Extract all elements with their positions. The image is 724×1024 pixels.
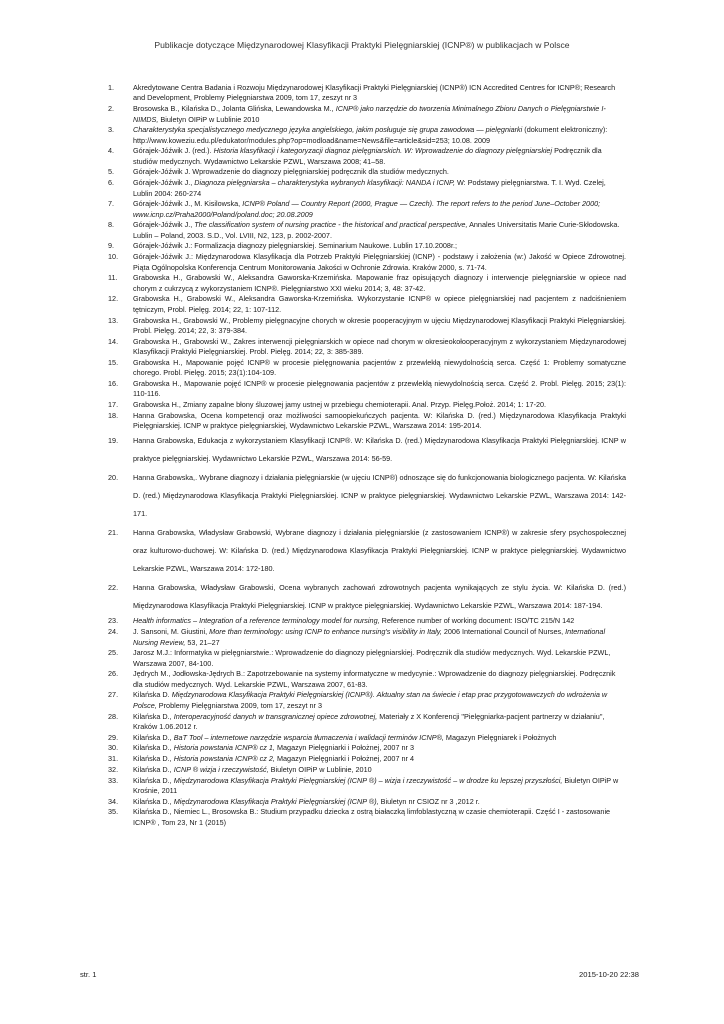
reference-title-italic: ICNP® Poland — Country Report (2000, Prague — Czech). The report refers to the period June–October 2000; www.icnp.cz/Praha2000/Poland/poland.doc; 20.08.2009 [133, 199, 601, 219]
reference-text [133, 220, 626, 241]
reference-item [108, 627, 626, 648]
reference-text [133, 733, 626, 743]
reference-text [133, 754, 626, 764]
reference-item [108, 776, 626, 797]
reference-title-italic: The classification system of nursing practice - the historical and practical perspective, [194, 220, 468, 230]
reference-text [133, 337, 626, 358]
reference-number: 12. [108, 294, 119, 304]
reference-title-italic: More than terminology: using ICNP to enhance nursing's visibility in Italy, [209, 627, 442, 637]
reference-list [108, 83, 626, 828]
reference-item [108, 690, 626, 711]
reference-text [133, 616, 626, 626]
reference-number: 28. [108, 711, 119, 721]
reference-item [108, 797, 626, 807]
reference-title-italic: ICNP® jako narzędzie do tworzenia Minimalnego Zbioru Danych o Pielęgniarstwie I-NIMDS, [133, 104, 606, 124]
reference-text-segment: Grabowska H., Mapowanie pojęć ICNP® w procesie pielęgnowania pacjentów z przewlekłą niewydolnością serca. Część 1: Problemy somatyczne chorego. Probl. Pielęg. 2015; 23(1):104-109. [133, 357, 626, 378]
reference-text-segment: Kilańska D., [133, 711, 174, 721]
reference-text-segment: Górajek-Jóźwik J., M. Kisilowska, [133, 199, 243, 209]
reference-text [133, 178, 626, 199]
reference-item [108, 733, 626, 743]
reference-number: 3. [108, 125, 115, 135]
reference-text [133, 294, 626, 315]
reference-text [133, 83, 626, 104]
reference-number: 34. [108, 796, 119, 806]
reference-number: 6. [108, 178, 115, 188]
reference-item [108, 146, 626, 167]
reference-text-segment: Akredytowane Centra Badania i Rozwoju Międzynarodowej Klasyfikacji Praktyki Pielęgniarskiej (ICNP®) ICN Accredited Centres for ICNP®; Research and Development, Problemy Pielęgniarstwa 2009, tom 17, zeszyt nr 3 [133, 83, 616, 103]
reference-text [133, 797, 626, 807]
reference-number: 33. [108, 775, 119, 785]
reference-number: 5. [108, 167, 115, 177]
reference-title-italic: Międzynarodowa Klasyfikacja Praktyki Pielęgniarskiej (ICNP®). Aktualny stan na świecie i etap prac przygotowawczych do wdrożenia w Polsce, [133, 690, 608, 710]
reference-number: 2. [108, 104, 115, 114]
reference-text-segment: Grabowska H., Grabowski W., Zakres interwencji pielęgniarskich w opiece nad chorym w okresieokołooperacyjnym z wykorzystaniem Międzynarodowej Klasyfikacji Praktyki Pielęgniarskiej. Probl. Pielęg. 2014; 22, 3: 385-389. [133, 336, 626, 357]
reference-number: 9. [108, 241, 115, 251]
reference-title-italic: Historia klasyfikacji i kategoryzacji diagnoz pielęgniarskich. W: Wprowadzenie do diagnozy pielęgniarskiej [213, 146, 553, 156]
reference-title-italic: Historia powstania ICNP® cz 1, [173, 743, 275, 753]
reference-item [108, 765, 626, 775]
reference-text-segment: Annales Universitatis Marie Curie-Skłodowska. Lublin – Poland, 2003. S.D., Vol. LVIII, N2, 123, p. 2002-2007. [133, 220, 620, 240]
reference-text-segment: Reference number of working document: ISO/TC 215/N 142 [379, 616, 575, 626]
reference-text [133, 807, 626, 828]
reference-item [108, 669, 626, 690]
reference-item [108, 220, 626, 241]
reference-number: 30. [108, 743, 119, 753]
reference-number: 13. [108, 315, 119, 325]
reference-text-segment: Hanna Grabowska, Ocena kompetencji oraz możliwości samoopiekuńczych pacjenta. W: Kilańska D. (red.) Międzynarodowa Klasyfikacja Praktyki Pielęgniarskiej. ICNP w praktyce pielęgniarskiej, Wydawnictwo Lekarskie PZWL, Warszawa 2014: 195-2014. [133, 410, 626, 431]
reference-item [108, 316, 626, 337]
reference-text-segment: Hanna Grabowska, Edukacja z wykorzystaniem Klasyfikacji ICNP®. W: Kilańska D. (red.) Międzynarodowa Klasyfikacja Praktyki Pielęgniarskiej. ICNP w praktyce pielęgniarskiej. Wydawnictwo Lekarskie PZWL, Warszawa 2014: 56-59. [133, 436, 626, 464]
reference-item [108, 754, 626, 764]
reference-text [133, 199, 626, 220]
reference-text-segment: Kilańska D., [133, 732, 174, 742]
reference-item [108, 358, 626, 379]
reference-text-segment: Grabowska H., Grabowski W., Aleksandra Gaworska-Krzemińska. Wykorzystanie ICNP® w opiece pielęgniarskiej nad pacjentem z nadciśnieniem tętniczym, Probl. Pielęg. 2014; 22, 1: 107-112. [133, 294, 626, 314]
reference-text-segment: Brosowska B., Kilańska D., Jolanta Glińska, Lewandowska M., [133, 104, 336, 114]
reference-text-segment: Biuletyn OIPiP w Lublinie 2010 [158, 114, 260, 124]
reference-text [133, 627, 626, 648]
reference-text-segment: Jędrych M., Jodłowska-Jędrych B.: Zapotrzebowanie na systemy informatyczne w medycynie.: Wprowadzenie do diagnozy pielęgniarskiej. Podręcznik dla studiów medycznych. Wyd. Lekarskie PZWL, Warszawa 2007, 61-83. [133, 669, 616, 689]
reference-text [133, 432, 626, 468]
reference-item [108, 178, 626, 199]
reference-item [108, 83, 626, 104]
reference-text-segment: Jarosz M.J.: Informatyka w pielęgniarstwie.: Wprowadzenie do diagnozy pielęgniarskiej. Podręcznik dla studiów medycznych. Wyd. Lekarskie PZWL, Warszawa 2007, 84-100. [133, 648, 611, 668]
reference-text [133, 690, 626, 711]
reference-text [133, 765, 626, 775]
reference-item [108, 167, 626, 177]
reference-text [133, 316, 626, 337]
reference-item [108, 294, 626, 315]
reference-text [133, 379, 626, 400]
reference-number: 7. [108, 199, 115, 209]
reference-text [133, 146, 626, 167]
reference-text-segment: Magazyn Pielęgniarki i Położnej, 2007 nr 3 [274, 743, 414, 753]
reference-number: 8. [108, 220, 115, 230]
page-header: Publikacje dotyczące Międzynarodowej Klasyfikacji Praktyki Pielęgniarskiej (ICNP®) w publikacjach w Polsce [154, 40, 570, 50]
reference-number: 14. [108, 336, 119, 346]
reference-text-segment: Materiały z X Konferencji "Pielęgniarka-pacjent partnerzy w działaniu", Kraków 1.06.2012 r. [133, 711, 605, 731]
reference-text-segment: Kilańska D., [133, 764, 174, 774]
reference-text-segment: Górajek-Jóźwik J. (red.). [133, 146, 214, 156]
print-timestamp: 2015-10-20 22:38 [579, 970, 639, 979]
reference-title-italic: Charakterystyka specjalistycznego medycznego języka angielskiego, jakim posługuje się grupa zawodowa — pielęgniarki [133, 125, 523, 135]
reference-text-segment: Kilańska D., Niemiec L., Brosowska B.: Studium przypadku dziecka z ostrą białaczką limfoblastyczną w czasie chemioterapii. Część I - zastosowanie ICNP® , Tom 23, Nr 1 (2015) [133, 807, 611, 827]
reference-item [108, 252, 626, 273]
reference-text-segment: Kilańska D., [133, 743, 174, 753]
reference-text-segment: Hanna Grabowska, Władysław Grabowski, Wybrane diagnozy i działania pielęgniarskie (z zastosowaniem ICNP®) w zakresie sfery psychospołecznej oraz kulturowo-duchowej. W: Kilańska D. (red.) Międzynarodowa Klasyfikacja Praktyki Pielęgniarskiej. ICNP w praktyce pielęgniarskiej. Wydawnictwo Lekarskie PZWL, Warszawa 2014: 172-180. [133, 528, 626, 574]
reference-item [108, 524, 626, 578]
reference-text-segment: Biuletyn OIPiP w Lublinie, 2010 [268, 764, 372, 774]
reference-text-segment: Górajek-Jóźwik J., [133, 178, 195, 188]
reference-number: 27. [108, 690, 119, 700]
reference-item [108, 579, 626, 615]
reference-text-segment: W: Podstawy pielęgniarstwa. T. I. Wyd. Czelej, Lublin 2004: 260-274 [133, 178, 606, 198]
reference-text-segment: Kilańska D. [133, 690, 172, 700]
reference-text [133, 400, 626, 410]
reference-text-segment: Magazyn Pielęgniarki i Położnej, 2007 nr 4 [274, 754, 414, 764]
reference-title-italic: Międzynarodowa Klasyfikacja Praktyki Pielęgniarskiej (ICNP ®) – wizja i rzeczywistość – w drodze ku lepszej przyszłości, [173, 775, 563, 785]
reference-text-segment: Magazyn Pielęgniarek i Położnych [443, 732, 557, 742]
reference-title-italic: BaT Tool – internetowe narzędzie wsparcia tłumaczenia i walidacji terminów ICNP®, [173, 732, 444, 742]
reference-text [133, 669, 626, 690]
reference-item [108, 400, 626, 410]
reference-number: 31. [108, 754, 119, 764]
reference-title-italic: ICNP ® wizja i rzeczywistość, [173, 764, 269, 774]
reference-item [108, 337, 626, 358]
reference-text-segment: Hanna Grabowska,. Wybrane diagnozy i działania pielęgniarskie (w ujęciu ICNP®) odnoszące się do funkcjonowania biologicznego pacjenta. W: Kilańska D. (red.) Międzynarodowa Klasyfikacja Praktyki Pielęgniarskiej. ICNP w praktyce pielęgniarskiej. Wydawnictwo Lekarskie PZWL, Warszawa 2014: 142-171. [133, 473, 626, 519]
reference-item [108, 712, 626, 733]
reference-text-segment: 2006 International Council of Nurses, [441, 627, 566, 637]
reference-number: 21. [108, 528, 119, 538]
reference-text-segment: Hanna Grabowska, Władysław Grabowski, Ocena wybranych zachowań zdrowotnych pacjenta wynikających ze stylu życia. W: Kilańska D. (red.) Międzynarodowa Klasyfikacja Praktyki Pielęgniarskiej. ICNP w praktyce pielęgniarskiej. Wydawnictwo Lekarskie PZWL, Warszawa 2014: 187-194. [133, 583, 626, 611]
reference-item [108, 241, 626, 251]
reference-text [133, 252, 626, 273]
reference-item [108, 807, 626, 828]
reference-text-segment: 53, 21–27 [185, 637, 220, 647]
reference-text-segment: Grabowska H., Grabowski W., Aleksandra Gaworska-Krzemińska. Mapowanie fraz opisujących diagnozy i interwencje pielęgniarskie w opiece nad chorym z cukrzycą z wykorzystaniem ICNP®. Pielęgniarstwo XXI wieku 2014; 3, 48: 37-42. [133, 273, 626, 293]
reference-item [108, 199, 626, 220]
reference-number: 22. [108, 583, 119, 593]
reference-text [133, 469, 626, 523]
reference-text [133, 273, 626, 294]
reference-text-segment: Grabowska H., Mapowanie pojęć ICNP® w procesie pielęgnowania pacjentów z przewlekłą niewydolnością serca. Część 2. Probl. Pielęg. 2015; 23(1): 110-116. [133, 378, 626, 399]
reference-text-segment: Górajek-Jóźwik J. Wprowadzenie do diagnozy pielęgniarskiej podręcznik dla studiów medycznych. [133, 167, 449, 177]
reference-text [133, 776, 626, 797]
reference-text-segment: (dokument elektroniczny): http://www.koweziu.edu.pl/edukator/modules.php?op=modload&name=News&file=article&sid=253; 10.08. 2009 [133, 125, 608, 145]
reference-number: 32. [108, 764, 119, 774]
reference-text [133, 743, 626, 753]
reference-text [133, 712, 626, 733]
reference-number: 17. [108, 399, 119, 409]
reference-text [133, 125, 626, 146]
reference-item [108, 648, 626, 669]
reference-number: 11. [108, 273, 118, 283]
reference-number: 1. [108, 83, 115, 92]
reference-title-italic: Historia powstania ICNP® cz 2, [173, 754, 275, 764]
reference-number: 4. [108, 146, 115, 156]
reference-item [108, 743, 626, 753]
reference-text-segment: J. Sansoni, M. Giustini, [133, 627, 210, 637]
reference-number: 25. [108, 648, 119, 658]
reference-text-segment: Górajek-Jóźwik J., [133, 220, 195, 230]
reference-text-segment: Grabowska H., Grabowski W., Problemy pielęgnacyjne chorych w okresie pooperacyjnym w ujęciu Międzynarodowej Klasyfikacji Praktyki Pielęgniarskiej. Probl. Pielęg. 2014; 22, 3: 379-384. [133, 315, 626, 335]
page-number: str. 1 [80, 970, 97, 979]
reference-item [108, 273, 626, 294]
reference-item [108, 104, 626, 125]
reference-text-segment: Biuletyn OIPiP w Krośnie, 2011 [133, 775, 619, 795]
reference-text [133, 579, 626, 615]
reference-title-italic: Health informatics – Integration of a reference terminology model for nursing, [133, 616, 380, 626]
reference-title-italic: International Nursing Review, [133, 627, 606, 647]
reference-item [108, 432, 626, 468]
reference-number: 18. [108, 410, 119, 420]
reference-text [133, 104, 626, 125]
reference-title-italic: Międzynarodowa Klasyfikacja Praktyki Pielęgniarskiej (ICNP ®), [173, 796, 379, 806]
reference-text-segment: Podręcznik dla studiów medycznych. Wydawnictwo Lekarskie PZWL, Warszawa 2008; 41–58. [133, 146, 602, 166]
reference-number: 24. [108, 627, 119, 637]
reference-number: 29. [108, 732, 119, 742]
reference-text [133, 241, 626, 251]
reference-text [133, 411, 626, 432]
reference-title-italic: Diagnoza pielęgniarska – charakterystyka wybranych klasyfikacji: NANDA i ICNP, [194, 178, 455, 188]
reference-text-segment: Kilańska D., [133, 775, 174, 785]
reference-text [133, 524, 626, 578]
reference-number: 26. [108, 669, 119, 679]
reference-item [108, 379, 626, 400]
reference-item [108, 616, 626, 626]
reference-text [133, 167, 626, 177]
reference-text-segment: Kilańska D., [133, 796, 174, 806]
reference-text-segment: Biuletyn nr CSIOZ nr 3 ,2012 r. [378, 796, 480, 806]
reference-text-segment: Górajek-Jóźwik J.: Formalizacja diagnozy pielęgniarskiej. Seminarium Naukowe. Lublin 17.10.2008r.; [133, 241, 457, 251]
reference-text-segment: Kilańska D., [133, 754, 174, 764]
reference-number: 16. [108, 378, 119, 388]
reference-number: 20. [108, 473, 119, 483]
reference-item [108, 469, 626, 523]
reference-number: 35. [108, 807, 119, 817]
reference-text-segment: Górajek-Jóźwik J.: Międzynarodowa Klasyfikacja dla Potrzeb Praktyki Pielęgniarskiej (ICNP) - podstawy i założenia (w:) Jakość w Opiece Zdrowotnej. Piąta Ogólnopolska Konferencja Centrum Monitorowania Jakości w Ochronie Zdrowia. Kraków 2000, s. 71-74. [133, 252, 626, 272]
reference-item [108, 125, 626, 146]
reference-text-segment: Problemy Pielęgniarstwa 2009, tom 17, zeszyt nr 3 [156, 700, 322, 710]
reference-text [133, 358, 626, 379]
reference-text-segment: Grabowska H., Zmiany zapalne błony śluzowej jamy ustnej w przebiegu chemioterapii. Anal. Przyp. Pielęg.Położ. 2014; 1: 17-20. [133, 399, 547, 409]
reference-item [108, 411, 626, 432]
reference-number: 15. [108, 357, 119, 367]
reference-number: 23. [108, 616, 119, 626]
reference-text [133, 648, 626, 669]
reference-title-italic: Interoperacyjność danych w transgranicznej opiece zdrowotnej, [173, 711, 378, 721]
reference-number: 19. [108, 436, 119, 446]
reference-number: 10. [108, 252, 119, 262]
